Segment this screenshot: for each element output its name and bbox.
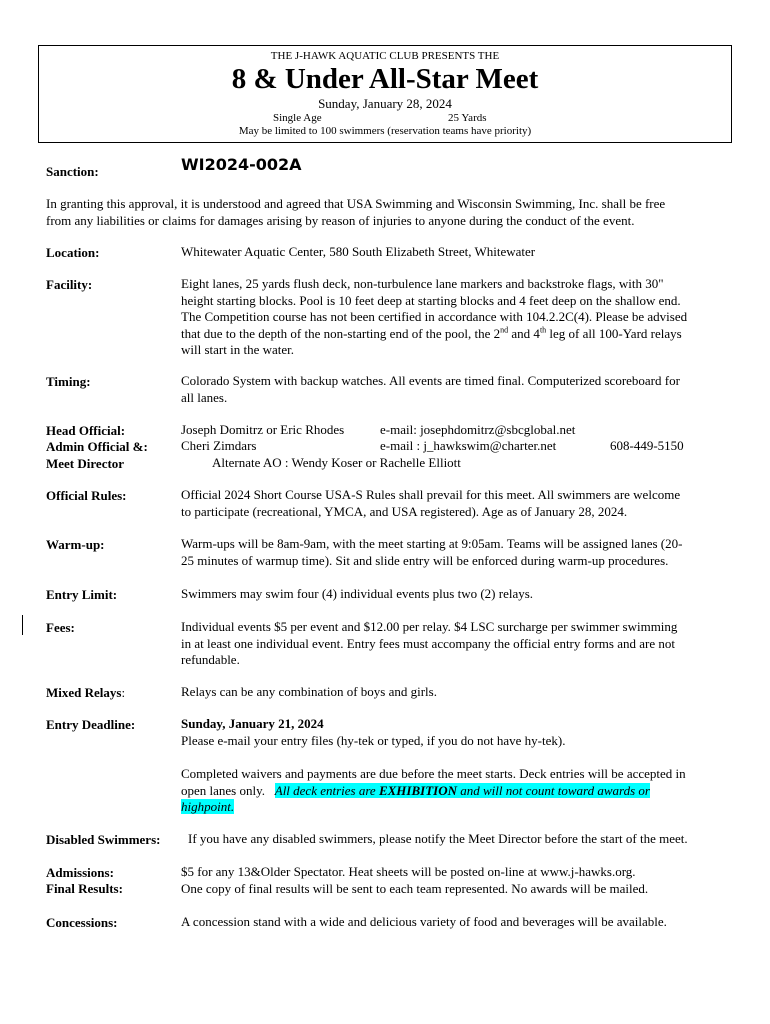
admissions-label: Admissions:: [46, 865, 114, 880]
admissions-text: [181, 864, 726, 897]
header-box: [38, 45, 732, 143]
entry-deadline-line-2: Please e-mail your entry files (hy-tek or typed, if you do not have hy-tek).: [181, 732, 566, 748]
facility-line-4c: leg of all 100-Yard relays: [546, 325, 682, 341]
timing-text: [181, 373, 726, 406]
facility-line-2: height starting blocks. Pool is 10 feet deep at starting blocks and 4 feet deep on the shallow end.: [181, 292, 681, 308]
exhibition-highlight: [275, 783, 650, 798]
rules-label: Official Rules:: [46, 488, 127, 503]
warmup-line-1: Warm-ups will be 8am-9am, with the meet starting at 9:05am. Teams will be assigned lanes (20-: [181, 536, 683, 551]
fees-line-3: refundable.: [181, 652, 240, 667]
mixed-relays-text: Relays can be any combination of boys and girls.: [181, 684, 437, 699]
facility-text: [181, 276, 726, 359]
entry-limit-text: Swimmers may swim four (4) individual events plus two (2) relays.: [181, 586, 534, 601]
facility-line-3: The Competition course has not been certified in accordance with 104.2.2C(4). Please be advised: [181, 309, 688, 324]
location-line: Whitewater Aquatic Center, 580 South Elizabeth Street, Whitewater: [181, 244, 536, 259]
concessions-text: A concession stand with a wide and delicious variety of food and beverages will be available.: [181, 914, 667, 929]
head-official-name: Joseph Domitrz or Eric Rhodes: [181, 422, 345, 437]
entry-deadline-text: [181, 716, 726, 749]
single-age-label: Single Age: [273, 112, 322, 124]
admin-official-name: Cheri Zimdars: [181, 438, 257, 453]
rules-line-1: Official 2024 Short Course USA-S Rules shall prevail for this meet. All swimmers are welcome: [181, 487, 681, 502]
exhibition-hl-c: and will not count toward awards or: [456, 782, 650, 798]
head-official-label: Head Official:: [46, 423, 126, 438]
deck-entries-line-1: Completed waivers and payments are due before the meet starts. Deck entries will be accepted in: [181, 766, 686, 781]
fees-line-2: in at least one individual event. Entry fees must accompany the official entry forms and are not: [181, 635, 675, 651]
rules-line-2: to participate (recreational, YMCA, and USA registered). Age as of January 28, 2024.: [181, 503, 628, 519]
meet-title: 8 & Under All-Star Meet: [231, 63, 539, 95]
facility-line-4b: and 4: [508, 325, 540, 341]
approval-line-2: from any liabilities or claims for damages arising by reason of injuries to anyone during the conduct of the event.: [46, 213, 635, 228]
admissions-line-2: One copy of final results will be sent to each team represented. No awards will be mailed.: [181, 880, 649, 896]
rules-text: [181, 487, 726, 520]
sup-nd: nd: [500, 325, 509, 335]
location-text: [181, 244, 726, 261]
presents-line: THE J-HAWK AQUATIC CLUB PRESENTS THE: [270, 50, 500, 62]
text-cursor-bar: [22, 615, 23, 635]
meet-date: Sunday, January 28, 2024: [318, 96, 452, 111]
deck-entries-line-3: [181, 799, 726, 816]
final-results-label: Final Results:: [46, 881, 123, 896]
limited-note: May be limited to 100 swimmers (reservation teams have priority): [238, 125, 532, 137]
facility-line-5: will start in the water.: [181, 342, 295, 357]
entry-deadline-date: Sunday, January 21, 2024: [181, 716, 324, 731]
mixed-relays-label: [46, 684, 125, 701]
entry-deadline-label: Entry Deadline:: [46, 717, 136, 732]
timing-line-1: Colorado System with backup watches. All events are timed final. Computerized scoreboard for: [181, 373, 680, 388]
exhibition-word: EXHIBITION: [378, 782, 457, 798]
disabled-swimmers-label: Disabled Swimmers:: [46, 832, 161, 847]
warmup-line-2: 25 minutes of warmup time). Sit and slide entry will be enforced during warm-up procedures.: [181, 552, 669, 568]
admin-official-phone: 608-449-5150: [610, 438, 684, 453]
fees-text: [181, 619, 726, 669]
timing-label: Timing:: [46, 374, 91, 389]
mixed-relays-label-text: Mixed Relays: [46, 685, 122, 700]
sanction-code: WI2024-002A: [181, 155, 302, 174]
concessions-label: Concessions:: [46, 915, 118, 930]
yards-label: 25 Yards: [448, 112, 487, 124]
entry-limit-label: Entry Limit:: [46, 587, 118, 602]
disabled-swimmers-text: If you have any disabled swimmers, please notify the Meet Director before the start of the meet.: [188, 831, 688, 846]
alternate-ao: Alternate AO : Wendy Koser or Rachelle Elliott: [212, 455, 461, 470]
exhibition-hl-a: All deck entries are: [274, 782, 379, 798]
facility-label: Facility:: [46, 277, 93, 292]
head-official-email: e-mail: josephdomitrz@sbcglobal.net: [380, 422, 576, 437]
warmup-text: [181, 536, 726, 569]
facility-line-4a: that due to the depth of the non-starting end of the pool, the 2: [181, 325, 501, 341]
admin-official-email: e-mail : j_hawkswim@charter.net: [380, 438, 557, 453]
fees-label: Fees:: [46, 620, 75, 635]
deck-entries-line-2: [181, 783, 726, 800]
approval-line-1: In granting this approval, it is understood and agreed that USA Swimming and Wisconsin Swimming, Inc. shall be free: [46, 196, 666, 211]
highpoint-highlight: highpoint.: [181, 799, 235, 814]
deck-entries-line-2a: open lanes only.: [181, 782, 275, 798]
deck-entries-text: [181, 766, 726, 816]
admin-official-label: Admin Official &:: [46, 439, 148, 454]
timing-line-2: all lanes.: [181, 389, 228, 405]
meet-director-label: Meet Director: [46, 456, 125, 471]
fees-line-1: Individual events $5 per event and $12.00 per relay. $4 LSC surcharge per swimmer swimming: [181, 619, 678, 634]
location-label: Location:: [46, 245, 100, 260]
facility-line-4: [181, 326, 726, 343]
sup-th: th: [539, 325, 547, 335]
warmup-label: Warm-up:: [46, 537, 105, 552]
mixed-relays-colon: :: [121, 685, 126, 700]
approval-paragraph: [46, 195, 736, 229]
sanction-label: Sanction:: [46, 164, 99, 179]
admissions-line-1: $5 for any 13&Older Spectator. Heat sheets will be posted on-line at www.j-hawks.org.: [181, 864, 636, 879]
facility-line-1: Eight lanes, 25 yards flush deck, non-turbulence lane markers and backstroke flags, with 30": [181, 276, 664, 291]
